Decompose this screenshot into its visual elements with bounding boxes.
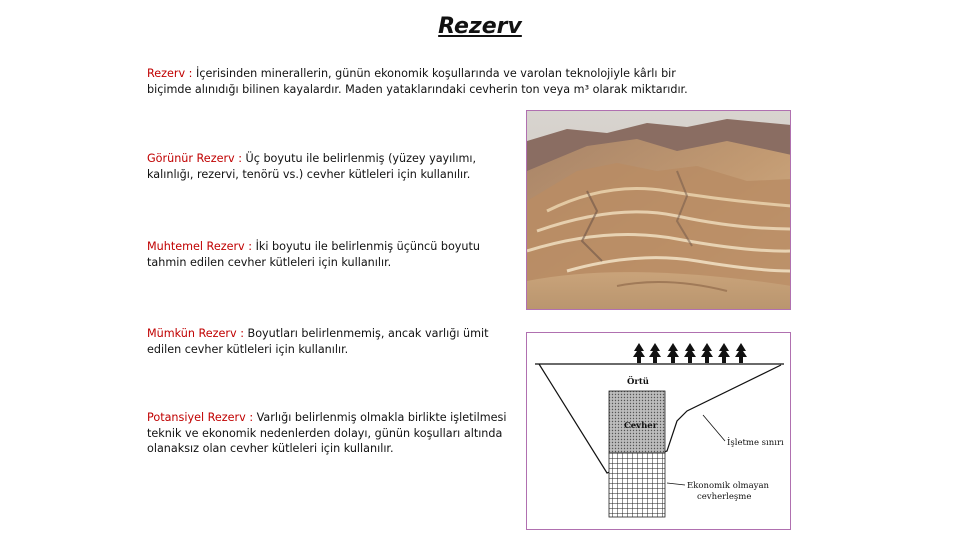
text-mumkun-rezerv: Boyutları belirlenmemiş, ancak varlığı ümit edilen cevher kütleleri için kullanılır.: [147, 327, 489, 356]
tree-icon: [633, 343, 645, 363]
tree-icon: [684, 343, 696, 363]
label-pointer-ekonomik: [667, 483, 685, 485]
page-title: Rezerv: [438, 14, 522, 39]
label-ekonomik-olmayan: Ekonomik olmayan: [687, 481, 770, 491]
tree-icon: [701, 343, 713, 363]
label-ortu: Örtü: [627, 377, 649, 387]
text-gorunur-rezerv: Üç boyutu ile belirlenmiş (yüzey yayılımı, kalınlığı, rezervi, tenörü vs.) cevher kütleleri için kullanılır.: [147, 152, 477, 181]
text-muhtemel-rezerv: İki boyutu ile belirlenmiş üçüncü boyutu tahmin edilen cevher kütleleri için kullanılır.: [147, 240, 480, 269]
term-potansiyel-rezerv: Potansiyel Rezerv :: [147, 411, 254, 424]
open-pit-mine-illustration: [527, 111, 791, 310]
term-gorunur-rezerv: Görünür Rezerv :: [147, 152, 242, 165]
text-potansiyel-rezerv: Varlığı belirlenmiş olmakla birlikte işletilmesi teknik ve ekonomik nedenlerden dolayı, günün koşulları altında olanaksız olan cevher kütleleri için kullanılır.: [147, 411, 507, 455]
open-pit-mine-photo: [526, 110, 791, 310]
tree-icon: [718, 343, 730, 363]
term-mumkun-rezerv: Mümkün Rezerv :: [147, 327, 244, 340]
paragraph-potansiyel-rezerv: [147, 410, 507, 457]
tree-icon: [735, 343, 747, 363]
label-cevher: Cevher: [624, 421, 658, 431]
paragraph-muhtemel-rezerv: [147, 239, 507, 270]
label-cevherlesme: cevherleşme: [697, 492, 752, 502]
tree-icon: [667, 343, 679, 363]
tree-icons: [633, 343, 747, 363]
text-rezerv: İçerisinden minerallerin, günün ekonomik koşullarında ve varolan teknolojiyle kârlı bir biçimde alınıdığı bilinen kayalardır. Maden yataklarındaki cevherin ton veya m³ olarak miktarıdır.: [147, 67, 688, 96]
paragraph-rezerv: [147, 66, 707, 97]
reserve-diagram-svg: [527, 333, 792, 531]
tree-icon: [649, 343, 661, 363]
label-pointer-isletme: [703, 415, 725, 441]
label-isletme-siniri: İşletme sınırı: [727, 438, 784, 448]
paragraph-mumkun-rezerv: [147, 326, 507, 357]
term-muhtemel-rezerv: Muhtemel Rezerv :: [147, 240, 253, 253]
reserve-diagram: [526, 332, 791, 530]
paragraph-gorunur-rezerv: [147, 151, 507, 182]
term-rezerv: Rezerv :: [147, 67, 193, 80]
